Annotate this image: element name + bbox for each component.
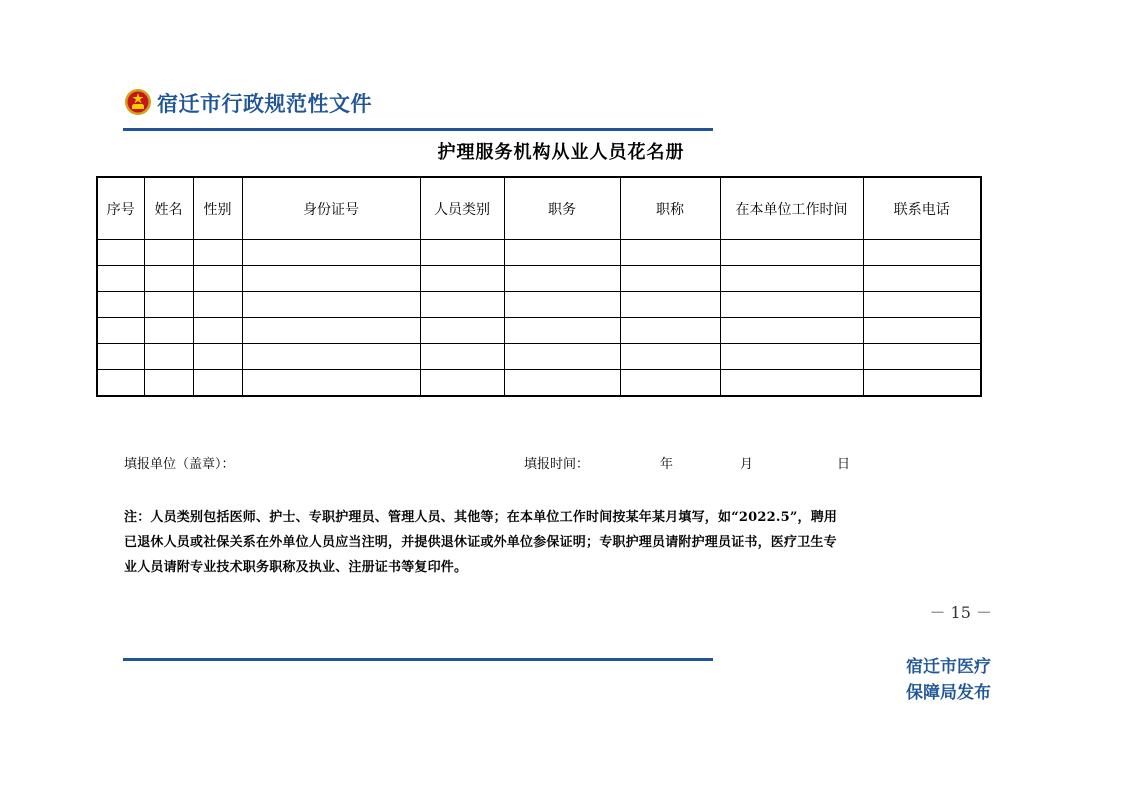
table-cell	[97, 370, 144, 397]
footnote-line: 注：人员类别包括医师、护士、专职护理员、管理人员、其他等；在本单位工作时间按某年某月填写，如“2022.5”，聘用	[124, 510, 838, 525]
table-row	[97, 292, 981, 318]
table-cell	[863, 370, 981, 397]
table-cell	[193, 344, 242, 370]
table-cell	[720, 240, 863, 266]
footnote-line: 业人员请附专业技术职务职称及执业、注册证书等复印件。	[124, 560, 468, 575]
table-cell	[242, 266, 420, 292]
table-cell	[620, 292, 720, 318]
col-header-id-number: 身份证号	[242, 177, 420, 240]
col-header-position: 职务	[504, 177, 620, 240]
table-cell	[242, 318, 420, 344]
table-cell	[144, 344, 193, 370]
footnote	[124, 505, 992, 580]
table-cell	[420, 370, 504, 397]
col-header-gender: 性别	[193, 177, 242, 240]
table-cell	[242, 370, 420, 397]
table-cell	[420, 266, 504, 292]
table-cell	[504, 292, 620, 318]
table-cell	[504, 318, 620, 344]
table-cell	[97, 318, 144, 344]
table-cell	[720, 344, 863, 370]
table-cell	[144, 318, 193, 344]
table-cell	[97, 266, 144, 292]
col-header-name: 姓名	[144, 177, 193, 240]
header-rule	[123, 128, 713, 131]
form-title: 护理服务机构从业人员花名册	[437, 142, 685, 163]
table-cell	[863, 344, 981, 370]
table-cell	[97, 240, 144, 266]
table-cell	[193, 266, 242, 292]
col-header-staff-category: 人员类别	[420, 177, 504, 240]
footnote-line: 已退休人员或社保关系在外单位人员应当注明，并提供退休证或外单位参保证明；专职护理员请附护理员证书，医疗卫生专	[124, 535, 837, 550]
table-cell	[620, 318, 720, 344]
table-row	[97, 318, 981, 344]
table-cell	[420, 344, 504, 370]
table-cell	[193, 318, 242, 344]
table-cell	[420, 240, 504, 266]
table-row	[97, 266, 981, 292]
table-cell	[720, 266, 863, 292]
col-header-work-time: 在本单位工作时间	[720, 177, 863, 240]
table-cell	[504, 344, 620, 370]
table-cell	[863, 266, 981, 292]
table-cell	[620, 240, 720, 266]
table-cell	[193, 370, 242, 397]
table-cell	[863, 240, 981, 266]
table-cell	[863, 292, 981, 318]
fill-year-label: 年	[660, 457, 674, 472]
col-header-serial: 序号	[97, 177, 144, 240]
table-cell	[504, 266, 620, 292]
national-emblem-icon	[124, 88, 152, 116]
table-cell	[144, 370, 193, 397]
table-cell	[420, 292, 504, 318]
roster-table	[96, 176, 982, 397]
table-row	[97, 344, 981, 370]
table-cell	[144, 240, 193, 266]
table-header-row	[97, 177, 981, 240]
publisher-line: 保障局发布	[906, 683, 991, 703]
table-cell	[620, 266, 720, 292]
table-cell	[720, 292, 863, 318]
footer-rule	[123, 658, 713, 661]
fill-day-label: 日	[837, 457, 851, 472]
col-header-title: 职称	[620, 177, 720, 240]
table-cell	[242, 292, 420, 318]
document-header-title: 宿迁市行政规范性文件	[157, 92, 372, 116]
fill-unit-label: 填报单位（盖章）：	[124, 457, 235, 472]
table-cell	[97, 292, 144, 318]
table-row	[97, 240, 981, 266]
table-cell	[193, 240, 242, 266]
page-number: － 15 －	[929, 603, 992, 622]
table-cell	[504, 240, 620, 266]
table-cell	[242, 240, 420, 266]
table-cell	[242, 344, 420, 370]
col-header-phone: 联系电话	[863, 177, 981, 240]
table-cell	[504, 370, 620, 397]
table-cell	[193, 292, 242, 318]
table-cell	[620, 370, 720, 397]
table-cell	[720, 318, 863, 344]
fill-time-label: 填报时间：	[524, 457, 590, 472]
table-cell	[144, 292, 193, 318]
table-cell	[863, 318, 981, 344]
publisher-label	[881, 654, 991, 706]
fill-month-label: 月	[740, 457, 754, 472]
table-cell	[144, 266, 193, 292]
publisher-line: 宿迁市医疗	[906, 657, 991, 677]
table-cell	[620, 344, 720, 370]
table-cell	[97, 344, 144, 370]
table-cell	[420, 318, 504, 344]
table-cell	[720, 370, 863, 397]
table-row	[97, 370, 981, 397]
